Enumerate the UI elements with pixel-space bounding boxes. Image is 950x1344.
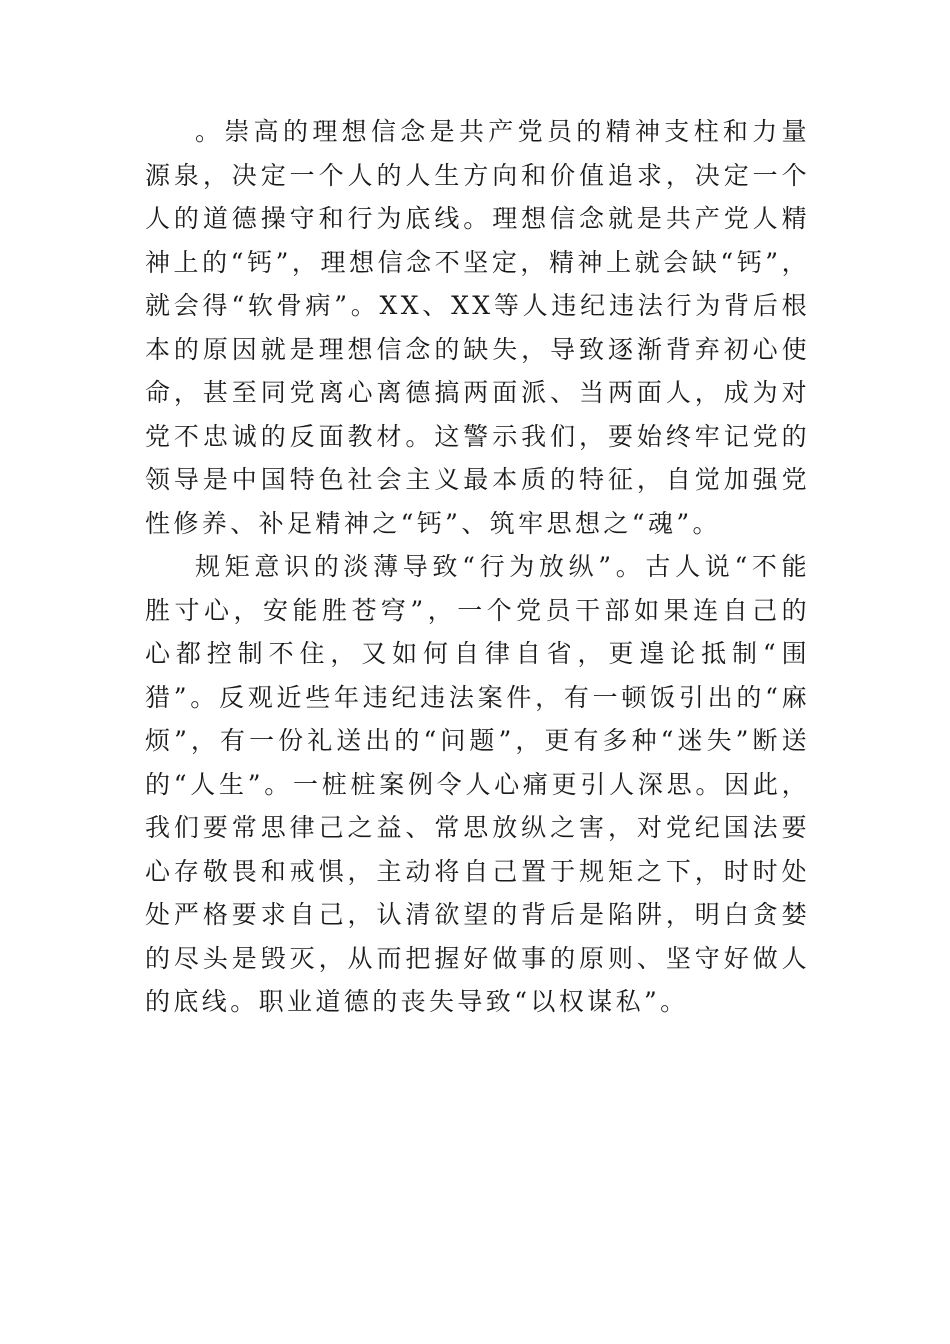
- paragraph-discipline: 规矩意识的淡薄导致“行为放纵”。古人说“不能胜寸心，安能胜苍穹”，一个党员干部如果连自己的心都控制不住，又如何自律自省，更遑论抵制“围猎”。反观近些年违纪违法案件，有一顿饭引出的“麻烦”，有一份礼送出的“问题”，更有多种“迷失”断送的“人生”。一桩桩案例令人心痛更引人深思。因此，我们要常思律己之益、常思放纵之害，对党纪国法要心存敬畏和戒惧，主动将自己置于规矩之下，时时处处严格要求自己，认清欲望的背后是陷阱，明白贪婪的尽头是毁灭，从而把握好做事的原则、坚守好做人的底线。职业道德的丧失导致“以权谋私”。: [145, 552, 810, 1016]
- document-body: [145, 110, 810, 1024]
- paragraph-ideals: 。崇高的理想信念是共产党员的精神支柱和力量源泉，决定一个人的人生方向和价值追求，决定一个人的道德操守和行为底线。理想信念就是共产党人精神上的“钙”，理想信念不坚定，精神上就会缺“钙”，就会得“软骨病”。XX、XX等人违纪违法行为背后根本的原因就是理想信念的缺失，导致逐渐背弃初心使命，甚至同党离心离德搞两面派、当两面人，成为对党不忠诚的反面教材。这警示我们，要始终牢记党的领导是中国特色社会主义最本质的特征，自觉加强党性修养、补足精神之“钙”、筑牢思想之“魂”。: [145, 117, 810, 538]
